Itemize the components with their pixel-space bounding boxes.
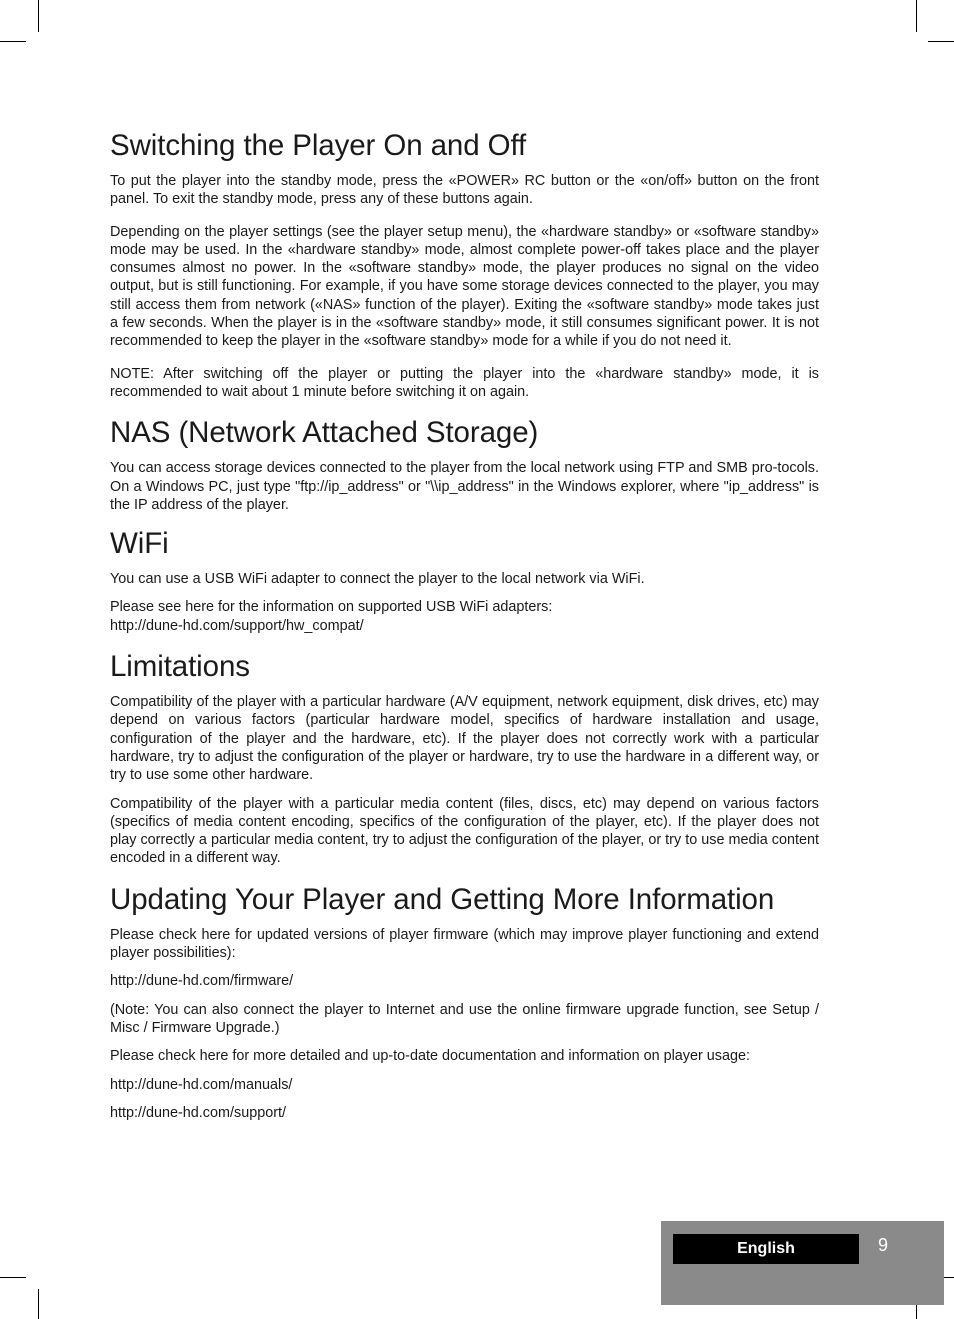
- paragraph: You can access storage devices connected to the player from the local network using FTP and SMB pro-tocols. On a Windows PC, just type "ftp://ip_address" or "\\ip_address" in the Windows explorer, where "ip_address" is the IP address of the player.: [110, 460, 819, 513]
- paragraph: Please check here for more detailed and up-to-date documentation and information on player usage:: [110, 1048, 750, 1065]
- section-wifi: [110, 526, 819, 635]
- section-switching-on-off: [110, 128, 819, 401]
- crop-mark-top-left-vertical: [38, 0, 39, 32]
- section-title: NAS (Network Attached Storage): [110, 416, 539, 450]
- section-title: Limitations: [110, 650, 250, 684]
- section-title: Updating Your Player and Getting More Information: [110, 882, 775, 916]
- paragraph: (Note: You can also connect the player to Internet and use the online firmware upgrade function, see Setup / Misc / Firmware Upgrade.): [110, 1001, 819, 1036]
- url-link[interactable]: http://dune-hd.com/support/: [110, 1104, 286, 1121]
- page-number: 9: [877, 1235, 888, 1255]
- paragraph: To put the player into the standby mode, press the «POWER» RC button or the «on/off» button on the front panel. To exit the standby mode, press any of these buttons again.: [110, 173, 819, 208]
- paragraph: Please see here for the information on supported USB WiFi adapters:: [110, 599, 553, 616]
- crop-mark-top-left-horizontal: [0, 41, 26, 42]
- paragraph: Compatibility of the player with a particular hardware (A/V equipment, network equipment, disk drives, etc) may depend on various factors (particular hardware model, specifics of hardware installation and usage, configuration of the player and the hardware, etc). If the player does not correctly work with a particular hardware, try to adjust the configuration of the player or hardware, try to use the hardware in a different way, or try to use some other hardware.: [110, 694, 819, 784]
- language-label: English: [673, 1234, 859, 1264]
- paragraph: Please check here for updated versions of player firmware (which may improve player functioning and extend player possibilities):: [110, 926, 819, 962]
- url-link[interactable]: http://dune-hd.com/firmware/: [110, 973, 294, 990]
- section-title: Switching the Player On and Off: [110, 129, 527, 162]
- crop-mark-bottom-left-horizontal: [0, 1277, 26, 1278]
- crop-mark-top-right-vertical: [916, 0, 917, 32]
- section-limitations: [110, 649, 819, 868]
- url-link[interactable]: http://dune-hd.com/manuals/: [110, 1076, 293, 1093]
- url-link[interactable]: http://dune-hd.com/support/hw_compat/: [110, 617, 364, 634]
- crop-mark-top-right-horizontal: [928, 41, 954, 42]
- paragraph: Depending on the player settings (see the player setup menu), the «hardware standby» or «software standby» mode may be used. In the «hardware standby» mode, almost complete power-off takes place and the player consumes almost no power. In the «software standby» mode, the player produces no signal on the video output, but is still functioning. For example, if you have some storage devices connected to the player, you may still access them from network («NAS» function of the player). Exiting the «software standby» mode takes just a few seconds. When the player is in the «software standby» mode, it still consumes significant power. It is not recommended to keep the player in the «software standby» mode for a while if you do not need it.: [110, 223, 819, 350]
- section-updating: [110, 882, 819, 1122]
- paragraph: Compatibility of the player with a particular media content (files, discs, etc) may depend on various factors (specifics of media content encoding, specifics of the configuration of the player, etc). If the player does not play correctly a particular media content, try to adjust the configuration of the player, or try to use media content encoded in a different way.: [110, 795, 819, 867]
- crop-mark-bottom-left-vertical: [38, 1289, 39, 1319]
- section-nas: [110, 415, 819, 514]
- section-title: WiFi: [110, 527, 169, 561]
- paragraph: NOTE: After switching off the player or putting the player into the «hardware standby» mode, it is recommended to wait about 1 minute before switching it on again.: [110, 365, 819, 400]
- paragraph: You can use a USB WiFi adapter to connect the player to the local network via WiFi.: [110, 571, 645, 588]
- page-content: [110, 128, 819, 1134]
